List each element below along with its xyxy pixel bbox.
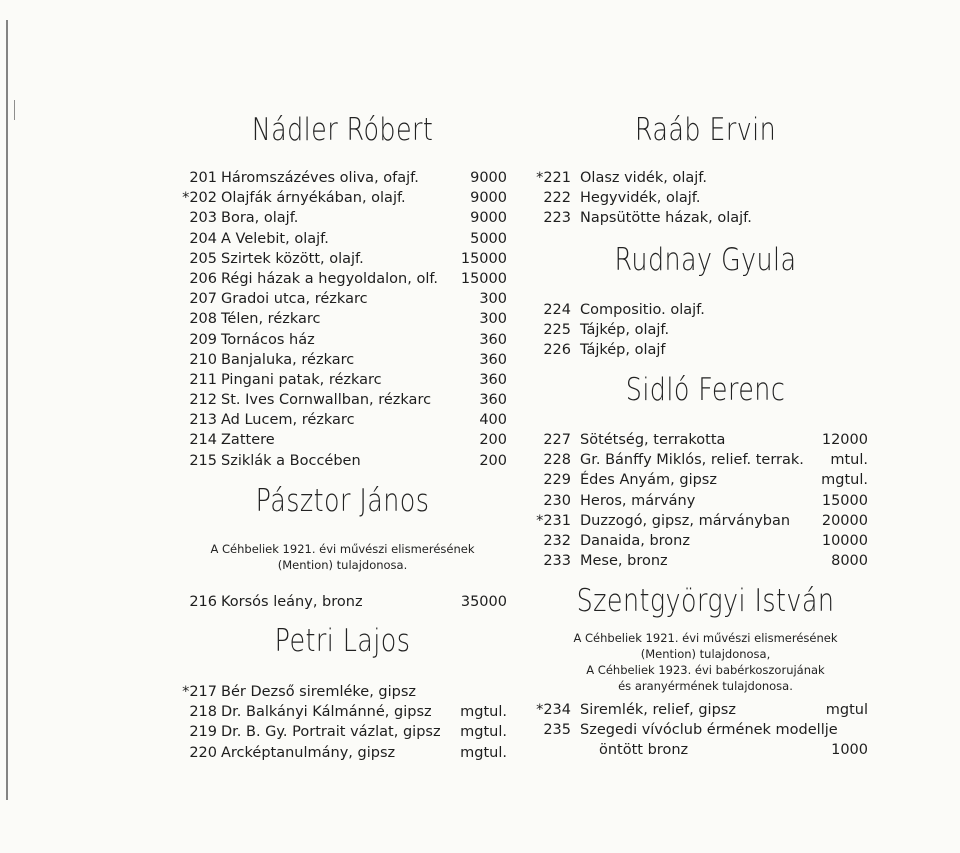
artwork-title: Szirtek között, olajf. — [221, 250, 364, 267]
artwork-price: 9000 — [470, 170, 507, 186]
artwork-title: öntött bronz — [599, 742, 689, 759]
artwork-entry — [533, 430, 878, 450]
catalogue-number: 232 — [543, 532, 571, 549]
award-note — [170, 541, 515, 573]
artwork-entry — [533, 340, 878, 360]
artwork-title: Bora, olajf. — [221, 210, 299, 227]
catalogue-number: 235 — [543, 722, 571, 739]
artwork-list — [170, 168, 515, 471]
artwork-title: Tájkép, olajf — [580, 342, 666, 359]
catalogue-number: *202 — [182, 190, 217, 207]
artist-heading: Szentgyörgyi István — [576, 583, 835, 619]
artwork-entry — [170, 743, 515, 763]
artwork-price: 300 — [479, 311, 507, 328]
artwork-entry — [170, 702, 515, 722]
artwork-price: mgtul. — [821, 472, 868, 489]
artwork-entry — [533, 188, 878, 208]
artist-heading: Petri Lajos — [274, 623, 411, 659]
artwork-entry — [533, 450, 878, 470]
catalogue-number: 213 — [189, 412, 217, 429]
artwork-title: Régi házak a hegyoldalon, olf. — [221, 270, 439, 287]
artwork-title: Gradoi utca, rézkarc — [221, 291, 368, 308]
artwork-title: Háromszázéves oliva, ofajf. — [221, 170, 419, 186]
catalogue-number: 220 — [189, 744, 217, 761]
artwork-price: 9000 — [470, 210, 507, 227]
artist-heading: Nádler Róbert — [251, 112, 434, 148]
catalogue-number: *221 — [536, 170, 571, 186]
artwork-entry — [170, 330, 515, 350]
artwork-entry — [170, 390, 515, 410]
artwork-entry — [533, 320, 878, 340]
award-note — [533, 630, 878, 694]
artwork-price: 1000 — [831, 742, 868, 759]
artwork-price: mtul. — [830, 452, 868, 469]
artwork-entry — [533, 491, 878, 511]
catalogue-number: 207 — [189, 291, 217, 308]
artwork-entry — [533, 300, 878, 320]
artwork-price: mgtul. — [460, 724, 507, 741]
artwork-title: Sötétség, terrakotta — [580, 432, 726, 448]
artwork-title: Édes Anyám, gipsz — [580, 472, 717, 489]
artwork-entry — [170, 430, 515, 450]
artwork-entry — [533, 208, 878, 228]
catalogue-number: 229 — [543, 472, 571, 489]
artwork-entry — [170, 370, 515, 390]
artwork-title: Duzzogó, gipsz, márványban — [580, 512, 791, 529]
artwork-price: 300 — [479, 291, 507, 308]
artwork-title: A Velebit, olajf. — [221, 230, 329, 247]
artwork-entry — [170, 249, 515, 269]
artwork-list — [170, 592, 515, 612]
artwork-price: 360 — [479, 331, 507, 348]
artwork-entry — [170, 451, 515, 471]
catalogue-number: 218 — [189, 704, 217, 721]
award-note-line: A Céhbeliek 1921. évi művészi elismerésének — [573, 631, 838, 645]
artwork-title: Télen, rézkarc — [221, 311, 321, 328]
artwork-title: Zattere — [221, 432, 275, 449]
artwork-price: 8000 — [831, 553, 868, 570]
artwork-price: 360 — [479, 392, 507, 409]
award-note-line: és aranyérmének tulajdonosa. — [618, 679, 793, 693]
artwork-entry — [170, 289, 515, 309]
artwork-title: Ad Lucem, rézkarc — [221, 412, 355, 429]
catalogue-number: 204 — [189, 230, 217, 247]
artwork-price: 35000 — [460, 594, 507, 610]
artwork-title: St. Ives Cornwallban, rézkarc — [221, 392, 432, 409]
catalogue-number: *231 — [536, 512, 571, 529]
artist-heading: Rudnay Gyula — [614, 242, 797, 278]
artist-heading: Sidló Ferenc — [625, 372, 786, 408]
catalogue-number: 215 — [189, 452, 217, 469]
catalogue-number: 225 — [543, 322, 571, 339]
artwork-title: Arcképtanulmány, gipsz — [221, 744, 396, 761]
artwork-title: Olajfák árnyékában, olajf. — [221, 190, 406, 207]
artwork-title: Compositio. olajf. — [580, 302, 705, 318]
catalogue-number: 222 — [543, 190, 571, 207]
catalogue-number: 203 — [189, 210, 217, 227]
artwork-list — [533, 430, 878, 571]
artwork-entry — [533, 700, 878, 720]
artwork-title: Szegedi vívóclub érmének modellje — [580, 722, 838, 739]
artwork-entry — [170, 229, 515, 249]
catalogue-number: 227 — [543, 432, 571, 448]
artwork-entry — [533, 168, 878, 188]
artwork-entry — [170, 592, 515, 612]
scan-edge-mark — [6, 20, 8, 800]
catalogue-number: 216 — [189, 594, 217, 610]
catalogue-number: 233 — [543, 553, 571, 570]
award-note-line: (Mention) tulajdonosa, — [640, 647, 771, 661]
artwork-price: 15000 — [460, 270, 507, 287]
catalogue-number: 228 — [543, 452, 571, 469]
artwork-title: Bér Dezső siremléke, gipsz — [221, 684, 417, 700]
catalogue-number: 214 — [189, 432, 217, 449]
award-note-line: A Céhbeliek 1923. évi babérkoszorujának — [586, 663, 825, 677]
artwork-entry — [533, 740, 878, 760]
catalogue-number: 212 — [189, 392, 217, 409]
artist-heading: Raáb Ervin — [634, 112, 777, 148]
artist-heading: Pásztor János — [255, 483, 430, 519]
artwork-price: 20000 — [821, 512, 868, 529]
artwork-title: Pingani patak, rézkarc — [221, 371, 382, 388]
artwork-list — [533, 700, 878, 761]
scan-edge-mark — [14, 100, 15, 120]
artwork-price: 200 — [479, 452, 507, 469]
artwork-title: Siremlék, relief, gipsz — [580, 702, 736, 718]
artwork-price: 200 — [479, 432, 507, 449]
catalogue-number: *217 — [182, 684, 217, 700]
artwork-entry — [170, 350, 515, 370]
catalogue-number: 208 — [189, 311, 217, 328]
award-note-line: A Céhbeliek 1921. évi művészi elismerésének — [210, 542, 475, 556]
artwork-price: mgtul — [825, 702, 868, 718]
artwork-title: Gr. Bánffy Miklós, relief. terrak. — [580, 452, 804, 469]
artwork-title: Sziklák a Boccében — [221, 452, 361, 469]
artwork-title: Tájkép, olajf. — [580, 322, 670, 339]
artwork-title: Hegyvidék, olajf. — [580, 190, 701, 207]
artwork-list — [533, 168, 878, 229]
artwork-price: 15000 — [821, 492, 868, 509]
artwork-title: Banjaluka, rézkarc — [221, 351, 355, 368]
catalogue-number: 211 — [189, 371, 217, 388]
artwork-title: Napsütötte házak, olajf. — [580, 210, 752, 227]
artwork-list — [170, 682, 515, 763]
artwork-price: 9000 — [470, 190, 507, 207]
catalogue-number: 206 — [189, 270, 217, 287]
artwork-entry — [170, 168, 515, 188]
artwork-list — [533, 300, 878, 361]
artwork-entry — [533, 720, 878, 740]
award-note-line: (Mention) tulajdonosa. — [277, 558, 408, 572]
artwork-price: 5000 — [470, 230, 507, 247]
catalogue-number: 210 — [189, 351, 217, 368]
artwork-title: Dr. B. Gy. Portrait vázlat, gipsz — [221, 724, 441, 741]
artwork-entry — [533, 470, 878, 490]
artwork-entry — [170, 410, 515, 430]
artwork-price: mgtul. — [460, 704, 507, 721]
artwork-title: Olasz vidék, olajf. — [580, 170, 707, 186]
artwork-price: 400 — [479, 412, 507, 429]
artwork-price: 15000 — [460, 250, 507, 267]
artwork-entry — [533, 531, 878, 551]
artwork-price: 12000 — [821, 432, 868, 448]
artwork-title: Tornácos ház — [221, 331, 315, 348]
catalogue-number: 205 — [189, 250, 217, 267]
artwork-price: 10000 — [821, 532, 868, 549]
artwork-title: Korsós leány, bronz — [221, 594, 363, 610]
artwork-price: 360 — [479, 351, 507, 368]
artwork-price: mgtul. — [460, 744, 507, 761]
artwork-entry — [170, 722, 515, 742]
artwork-entry — [170, 188, 515, 208]
catalogue-number: 226 — [543, 342, 571, 359]
artwork-entry — [533, 551, 878, 571]
artwork-title: Dr. Balkányi Kálmánné, gipsz — [221, 704, 432, 721]
catalogue-number: 230 — [543, 492, 571, 509]
catalogue-number: 209 — [189, 331, 217, 348]
catalogue-number: 219 — [189, 724, 217, 741]
catalogue-number: 201 — [189, 170, 217, 186]
artwork-price: 360 — [479, 371, 507, 388]
artwork-title: Danaida, bronz — [580, 532, 690, 549]
catalogue-number: *234 — [536, 702, 571, 718]
artwork-entry — [170, 208, 515, 228]
artwork-title: Heros, márvány — [580, 492, 696, 509]
artwork-entry — [170, 682, 515, 702]
catalogue-number: 224 — [543, 302, 571, 318]
artwork-entry — [533, 511, 878, 531]
artwork-entry — [170, 309, 515, 329]
artwork-entry — [170, 269, 515, 289]
catalogue-number: 223 — [543, 210, 571, 227]
artwork-title: Mese, bronz — [580, 553, 668, 570]
